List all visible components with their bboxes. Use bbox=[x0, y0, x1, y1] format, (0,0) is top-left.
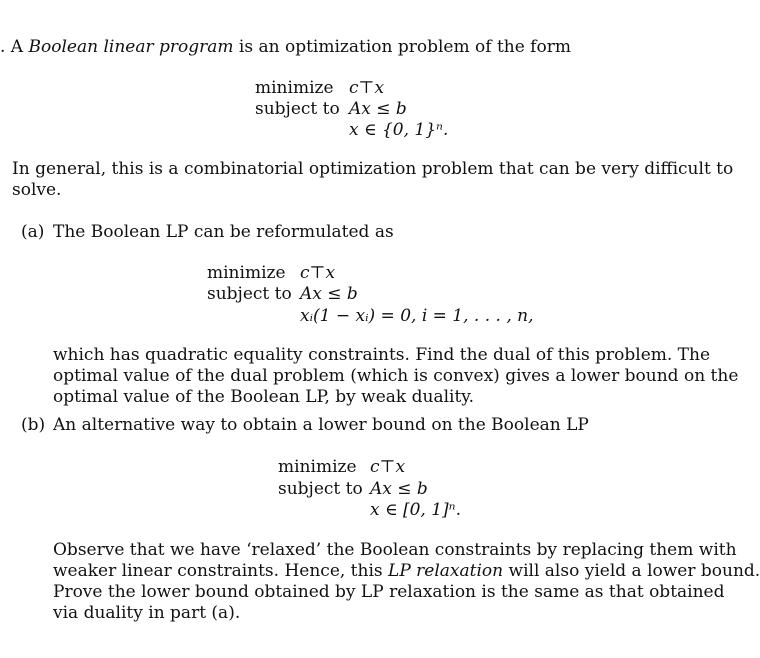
pb-minimize-label: minimize bbox=[278, 457, 357, 477]
pa-text-3: optimal value of the Boolean LP, by weak duality. bbox=[53, 387, 475, 407]
pa-subject-to-label: subject to bbox=[207, 284, 292, 304]
intro-suffix: is an optimization problem of the form bbox=[233, 37, 571, 57]
pb-text-3: Prove the lower bound obtained by LP relaxation is the same as that obtained bbox=[53, 582, 725, 602]
pa-constraint-2: xᵢ(1 − xᵢ) = 0, i = 1, . . . , n, bbox=[300, 306, 534, 326]
part-b-intro: An alternative way to obtain a lower bound on the Boolean LP bbox=[53, 415, 589, 435]
p1-objective: c⊤x bbox=[349, 78, 385, 98]
pb-text-2 bbox=[53, 561, 760, 581]
intro-line bbox=[0, 37, 571, 57]
pa-constraint-1: Ax ≤ b bbox=[300, 284, 358, 304]
pa-objective: c⊤x bbox=[300, 263, 336, 283]
pb-text-4: via duality in part (a). bbox=[53, 603, 241, 623]
pb-constraint-1: Ax ≤ b bbox=[370, 479, 428, 499]
pb-text-2a: weaker linear constraints. Hence, this bbox=[53, 561, 389, 581]
pa-minimize-label: minimize bbox=[207, 263, 286, 283]
intro-term: Boolean linear program bbox=[28, 37, 234, 57]
general-line-2: solve. bbox=[12, 180, 62, 200]
p1-constraint-1: Ax ≤ b bbox=[349, 99, 407, 119]
pb-objective: c⊤x bbox=[370, 457, 406, 477]
general-line-1: In general, this is a combinatorial optimization problem that can be very difficult to bbox=[12, 159, 734, 179]
intro-prefix: . A bbox=[0, 37, 29, 57]
part-a-intro: The Boolean LP can be reformulated as bbox=[53, 222, 394, 242]
pa-text-1: which has quadratic equality constraints. Find the dual of this problem. The bbox=[53, 345, 711, 365]
pb-lp-relaxation-term: LP relaxation bbox=[388, 561, 504, 581]
part-a-label: (a) bbox=[21, 222, 45, 242]
p1-subject-to-label: subject to bbox=[255, 99, 340, 119]
pb-text-2b: will also yield a lower bound. bbox=[503, 561, 760, 581]
pb-text-1: Observe that we have ‘relaxed’ the Boolean constraints by replacing them with bbox=[53, 540, 737, 560]
p1-minimize-label: minimize bbox=[255, 78, 334, 98]
pb-subject-to-label: subject to bbox=[278, 479, 363, 499]
pb-constraint-2: x ∈ [0, 1]ⁿ. bbox=[370, 500, 461, 520]
part-b-label: (b) bbox=[21, 415, 46, 435]
pa-text-2: optimal value of the dual problem (which is convex) gives a lower bound on the bbox=[53, 366, 739, 386]
p1-constraint-2: x ∈ {0, 1}ⁿ. bbox=[349, 120, 449, 140]
